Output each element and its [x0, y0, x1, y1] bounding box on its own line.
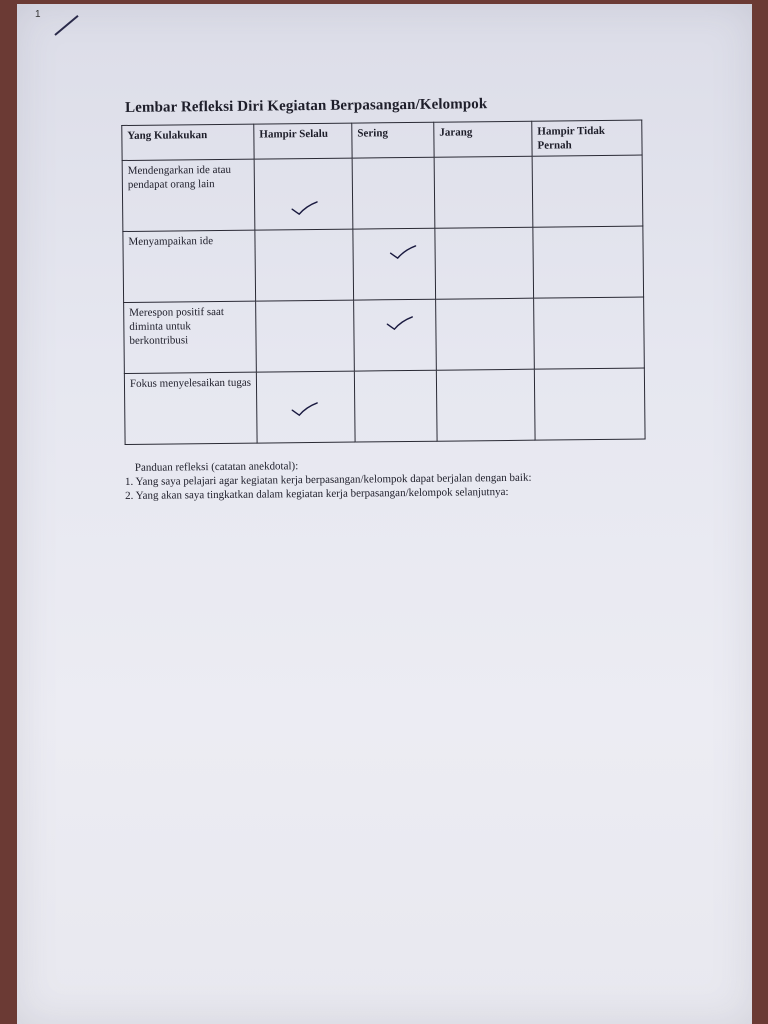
row-item-label: Merespon positif saat diminta untuk berkontribusi: [124, 301, 257, 373]
guide-item-1: 1. Yang saya pelajari agar kegiatan kerja berpasangan/kelompok dapat berjalan dengan baik:: [124, 471, 532, 488]
rating-cell: [254, 158, 353, 230]
guide-item-2: 2. Yang akan saya tingkatkan dalam kegiatan kerja berpasangan/kelompok selanjutnya:: [125, 485, 509, 502]
guide-lead: Panduan refleksi (catatan anekdotal):: [134, 460, 299, 474]
paper-sheet: [17, 4, 752, 1024]
reflection-guide: [125, 455, 655, 503]
rating-cell: [255, 229, 354, 301]
rating-cell: [435, 227, 534, 299]
table-row: [122, 155, 643, 231]
row-item-label: Mendengarkan ide atau pendapat orang lain: [122, 159, 255, 231]
page-title: Lembar Refleksi Diri Kegiatan Berpasangan/Kelompok: [124, 96, 488, 116]
rating-cell: [352, 157, 435, 229]
reflection-sheet: [121, 94, 655, 503]
table-row: [123, 226, 644, 302]
rating-cell: [534, 368, 645, 440]
table-header-row: [122, 120, 642, 160]
rating-cell: [532, 155, 643, 227]
checkmark-icon: [385, 315, 415, 331]
rating-cell: [353, 228, 436, 300]
row-item-label: Fokus menyelesaikan tugas: [124, 372, 257, 444]
rating-cell: [434, 156, 533, 228]
table-row: [124, 297, 645, 373]
rating-cell: [256, 300, 355, 372]
header-hampir-tidak-pernah: Hampir Tidak Pernah: [532, 120, 642, 156]
rating-cell: [256, 371, 355, 443]
pen-slash-mark: [54, 15, 78, 36]
header-hampir-selalu: Hampir Selalu: [254, 123, 352, 159]
rating-cell: [354, 370, 437, 442]
rating-cell: [436, 369, 535, 441]
rating-cell: [354, 299, 437, 371]
reflection-table: [121, 120, 645, 445]
page-number: 1: [35, 9, 41, 20]
checkmark-icon: [290, 200, 320, 216]
header-jarang: Jarang: [434, 121, 532, 157]
checkmark-icon: [290, 401, 320, 417]
row-item-label: Menyampaikan ide: [123, 230, 256, 302]
header-yang-kulakukan: Yang Kulakukan: [122, 124, 254, 160]
rating-cell: [534, 297, 645, 369]
rating-cell: [533, 226, 644, 298]
table-row: [124, 368, 645, 444]
rating-cell: [436, 298, 535, 370]
header-sering: Sering: [352, 122, 434, 158]
checkmark-icon: [389, 244, 419, 260]
